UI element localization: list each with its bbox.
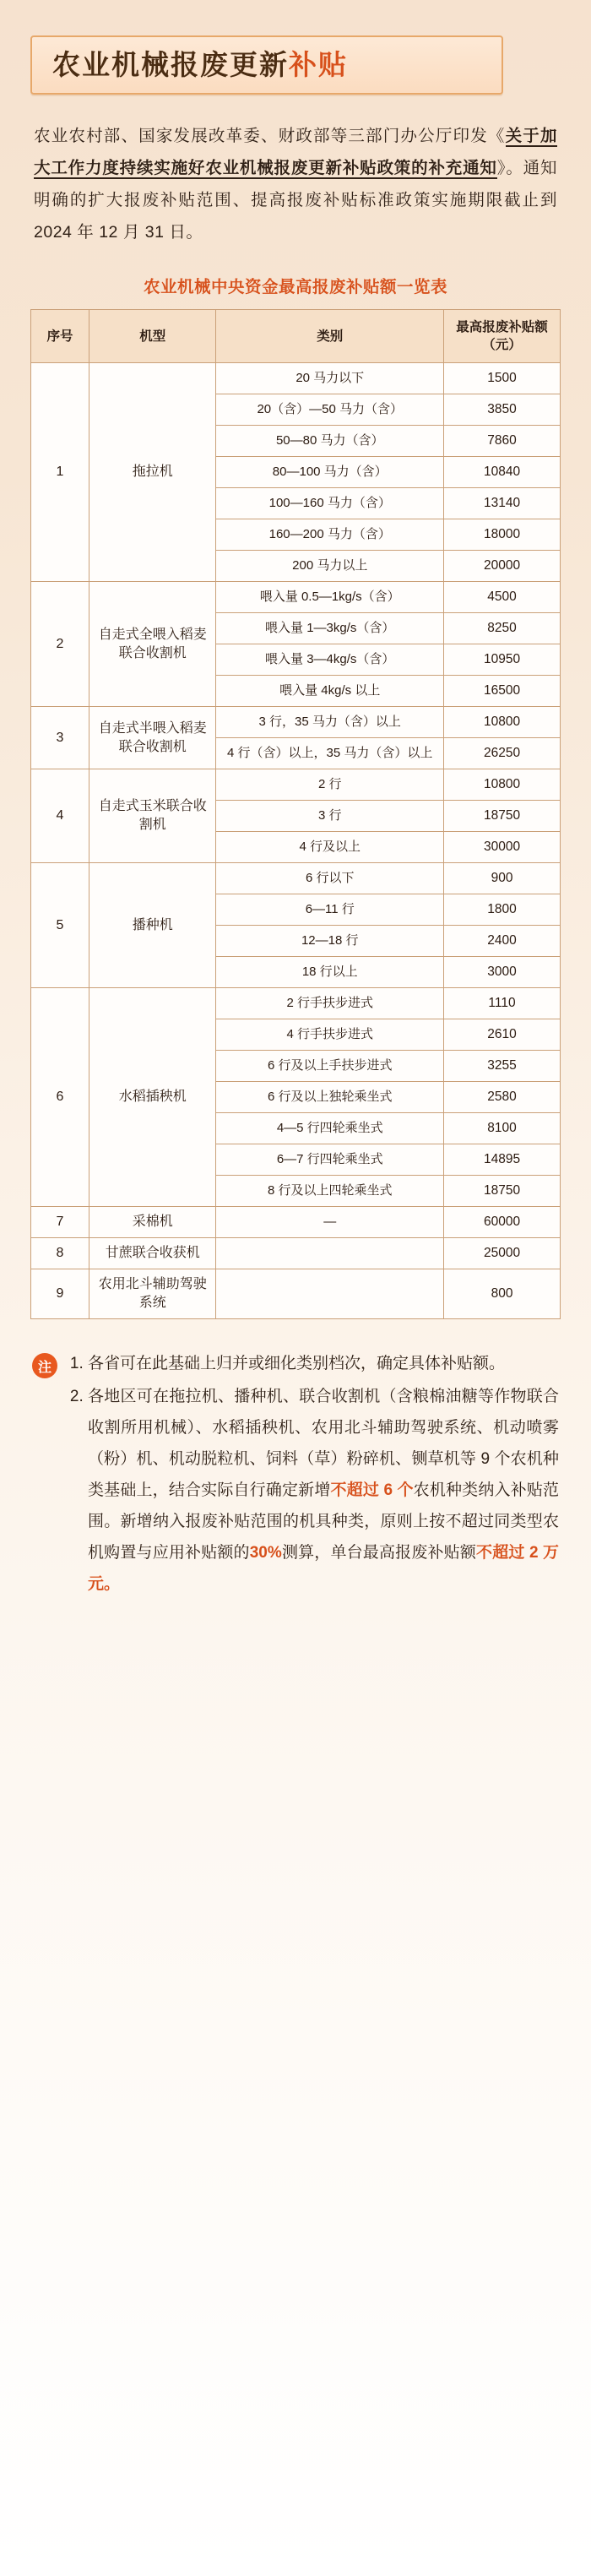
cell-amount: 3000 bbox=[444, 957, 561, 988]
cell-category: 喂入量 0.5—1kg/s（含） bbox=[216, 582, 444, 613]
cell-category: — bbox=[216, 1207, 444, 1238]
cell-category: 6—11 行 bbox=[216, 894, 444, 926]
cell-category: 2 行手扶步进式 bbox=[216, 988, 444, 1019]
cell-category: 200 马力以上 bbox=[216, 551, 444, 582]
intro-part-2: 》。通知明确的扩大报废补贴范围、提高报废补贴标准政策实施期限截止到 2024 年 12 月 31 日。 bbox=[34, 159, 557, 242]
table-caption: 农业机械中央资金最高报废补贴额一览表 bbox=[143, 278, 447, 296]
cell-category: 喂入量 3—4kg/s（含） bbox=[216, 644, 444, 676]
cell-category: 2 行 bbox=[216, 769, 444, 801]
table-header-row bbox=[31, 310, 561, 363]
column-header-machine: 机型 bbox=[89, 310, 215, 363]
page-title bbox=[52, 43, 348, 83]
note-item-2-highlight-1: 不超过 6 个 bbox=[330, 1481, 414, 1499]
cell-amount: 7860 bbox=[444, 426, 561, 457]
cell-category: 4—5 行四轮乘坐式 bbox=[216, 1113, 444, 1144]
cell-category: 3 行，35 马力（含）以上 bbox=[216, 707, 444, 738]
cell-amount: 3850 bbox=[444, 394, 561, 426]
table-body bbox=[31, 363, 561, 1319]
cell-category: 18 行以上 bbox=[216, 957, 444, 988]
cell-category: 50—80 马力（含） bbox=[216, 426, 444, 457]
cell-amount: 900 bbox=[444, 863, 561, 894]
table-row bbox=[31, 863, 561, 894]
cell-index: 2 bbox=[31, 582, 89, 707]
cell-category: 8 行及以上四轮乘坐式 bbox=[216, 1176, 444, 1207]
cell-category: 4 行（含）以上，35 马力（含）以上 bbox=[216, 738, 444, 769]
cell-machine: 自走式半喂入稻麦联合收割机 bbox=[89, 707, 215, 769]
table-row bbox=[31, 988, 561, 1019]
notes-section bbox=[30, 1348, 561, 1601]
cell-category: 6 行以下 bbox=[216, 863, 444, 894]
cell-amount: 2580 bbox=[444, 1082, 561, 1113]
cell-index: 6 bbox=[31, 988, 89, 1207]
table-row bbox=[31, 363, 561, 394]
cell-index: 9 bbox=[31, 1269, 89, 1319]
cell-index: 4 bbox=[31, 769, 89, 863]
cell-category bbox=[216, 1238, 444, 1269]
column-header-index: 序号 bbox=[31, 310, 89, 363]
cell-machine: 播种机 bbox=[89, 863, 215, 988]
cell-machine: 采棉机 bbox=[89, 1207, 215, 1238]
cell-amount: 2400 bbox=[444, 926, 561, 957]
column-header-category: 类别 bbox=[216, 310, 444, 363]
cell-category: 12—18 行 bbox=[216, 926, 444, 957]
cell-category: 100—160 马力（含） bbox=[216, 488, 444, 519]
cell-index: 5 bbox=[31, 863, 89, 988]
table-row bbox=[31, 582, 561, 613]
cell-category: 3 行 bbox=[216, 801, 444, 832]
cell-machine: 自走式玉米联合收割机 bbox=[89, 769, 215, 863]
note-badge: 注 bbox=[32, 1353, 57, 1378]
cell-amount: 25000 bbox=[444, 1238, 561, 1269]
cell-category: 6 行及以上手扶步进式 bbox=[216, 1051, 444, 1082]
cell-machine: 拖拉机 bbox=[89, 363, 215, 582]
note-item-2-highlight-2: 30% bbox=[249, 1544, 282, 1562]
table-row bbox=[31, 1238, 561, 1269]
cell-amount: 13140 bbox=[444, 488, 561, 519]
subsidy-table bbox=[30, 309, 561, 1319]
intro-part-1: 农业农村部、国家发展改革委、财政部等三部门办公厅印发《 bbox=[34, 127, 506, 145]
cell-amount: 1800 bbox=[444, 894, 561, 926]
cell-amount: 10840 bbox=[444, 457, 561, 488]
note-item-2-part-3: 测算，单台最高报废补贴额 bbox=[281, 1544, 477, 1562]
note-list bbox=[66, 1348, 559, 1601]
note-item-2-highlight-3: 不超过 2 万元。 bbox=[88, 1544, 559, 1593]
cell-index: 1 bbox=[31, 363, 89, 582]
cell-amount: 14895 bbox=[444, 1144, 561, 1176]
table-row bbox=[31, 769, 561, 801]
cell-amount: 10800 bbox=[444, 707, 561, 738]
cell-amount: 10800 bbox=[444, 769, 561, 801]
cell-category: 160—200 马力（含） bbox=[216, 519, 444, 551]
note-item-1-text: 各省可在此基础上归并或细化类别档次，确定具体补贴额。 bbox=[88, 1355, 506, 1372]
intro-paragraph bbox=[34, 120, 557, 248]
cell-index: 3 bbox=[31, 707, 89, 769]
intro-document-name: 关于加大工作力度持续实施好农业机械报废更新补贴政策的补充通知 bbox=[34, 127, 557, 177]
note-item-2-part-2: 农机种类纳入补贴范围。新增纳入报废补贴范围的机具种类，原则上按不超过同类型农机购置与应用补贴额的 bbox=[88, 1481, 559, 1562]
cell-amount: 8100 bbox=[444, 1113, 561, 1144]
cell-amount: 1110 bbox=[444, 988, 561, 1019]
cell-category bbox=[216, 1269, 444, 1319]
cell-amount: 10950 bbox=[444, 644, 561, 676]
cell-machine: 水稻插秧机 bbox=[89, 988, 215, 1207]
cell-machine: 农用北斗辅助驾驶系统 bbox=[89, 1269, 215, 1319]
cell-amount: 1500 bbox=[444, 363, 561, 394]
table-row bbox=[31, 1269, 561, 1319]
cell-amount: 16500 bbox=[444, 676, 561, 707]
list-item bbox=[88, 1348, 559, 1379]
page-title-main: 农业机械报废更新 bbox=[52, 49, 289, 80]
page-title-banner bbox=[30, 32, 561, 98]
cell-amount: 20000 bbox=[444, 551, 561, 582]
cell-amount: 26250 bbox=[444, 738, 561, 769]
cell-amount: 18750 bbox=[444, 801, 561, 832]
cell-amount: 800 bbox=[444, 1269, 561, 1319]
cell-machine: 自走式全喂入稻麦联合收割机 bbox=[89, 582, 215, 707]
cell-category: 喂入量 1—3kg/s（含） bbox=[216, 613, 444, 644]
cell-index: 7 bbox=[31, 1207, 89, 1238]
cell-category: 6—7 行四轮乘坐式 bbox=[216, 1144, 444, 1176]
cell-category: 4 行及以上 bbox=[216, 832, 444, 863]
cell-category: 喂入量 4kg/s 以上 bbox=[216, 676, 444, 707]
cell-machine: 甘蔗联合收获机 bbox=[89, 1238, 215, 1269]
cell-amount: 4500 bbox=[444, 582, 561, 613]
table-row bbox=[31, 707, 561, 738]
cell-category: 6 行及以上独轮乘坐式 bbox=[216, 1082, 444, 1113]
cell-category: 4 行手扶步进式 bbox=[216, 1019, 444, 1051]
table-row bbox=[31, 1207, 561, 1238]
cell-amount: 60000 bbox=[444, 1207, 561, 1238]
cell-category: 80—100 马力（含） bbox=[216, 457, 444, 488]
cell-category: 20（含）—50 马力（含） bbox=[216, 394, 444, 426]
cell-amount: 18000 bbox=[444, 519, 561, 551]
cell-amount: 8250 bbox=[444, 613, 561, 644]
list-item bbox=[88, 1381, 559, 1600]
cell-amount: 30000 bbox=[444, 832, 561, 863]
cell-category: 20 马力以下 bbox=[216, 363, 444, 394]
column-header-amount: 最高报废补贴额（元） bbox=[444, 310, 561, 363]
note-item-2-part-1: 各地区可在拖拉机、播种机、联合收割机（含粮棉油糖等作物联合收割所用机械）、水稻插秧机、农用北斗辅助驾驶系统、机动喷雾（粉）机、机动脱粒机、饲料（草）粉碎机、铡草机等 9 个农机种类基础上，结合实际自行确定新增 bbox=[88, 1388, 559, 1499]
cell-amount: 2610 bbox=[444, 1019, 561, 1051]
cell-amount: 18750 bbox=[444, 1176, 561, 1207]
cell-amount: 3255 bbox=[444, 1051, 561, 1082]
cell-index: 8 bbox=[31, 1238, 89, 1269]
page-title-accent: 补贴 bbox=[289, 49, 348, 80]
